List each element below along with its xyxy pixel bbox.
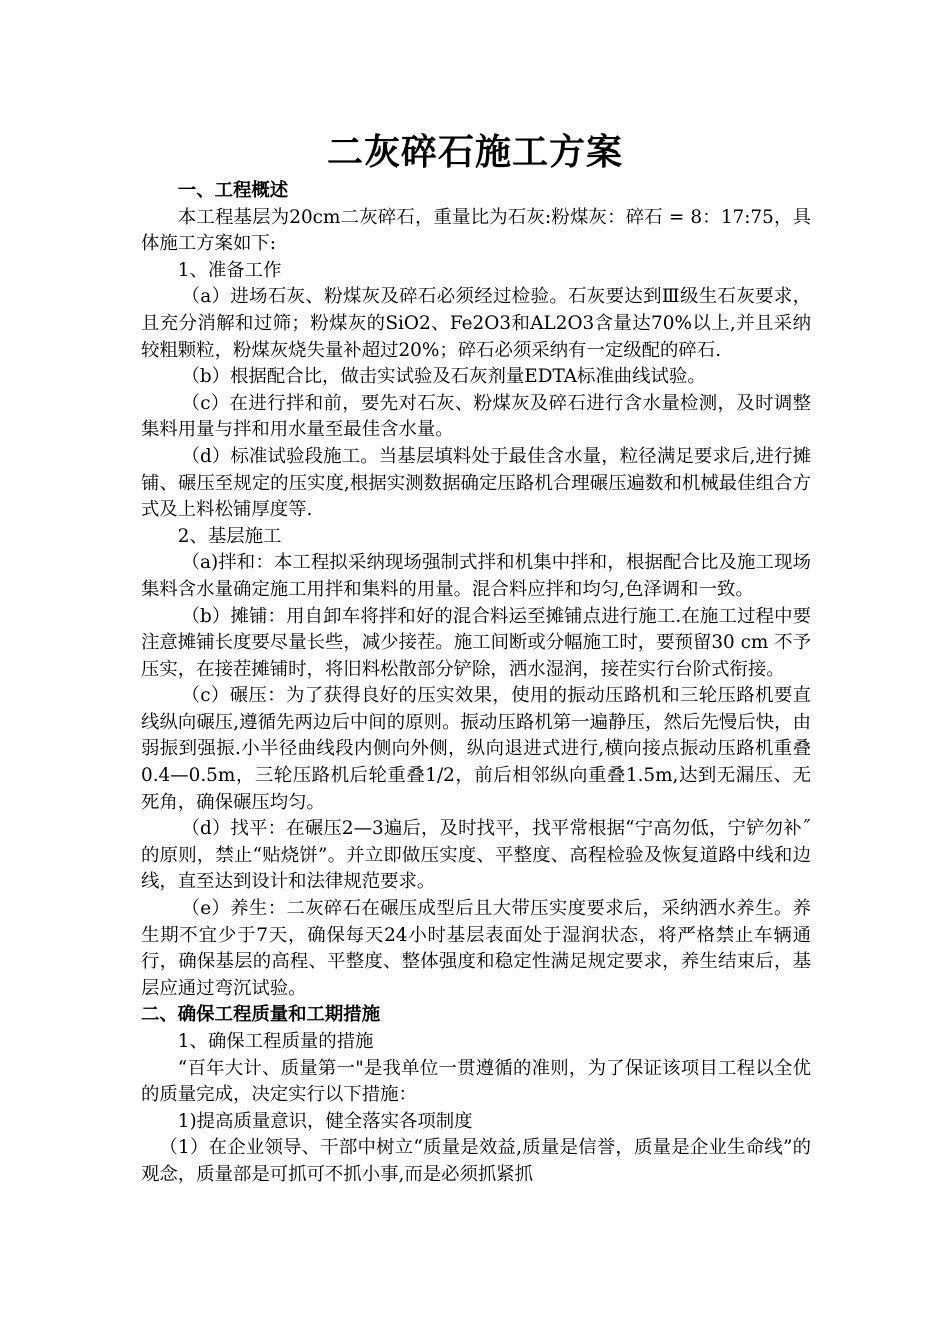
- paragraph: 1、确保工程质量的措施: [177, 1031, 374, 1052]
- paragraph: （1）在企业领导、干部中树立“质量是效益,质量是信誉，质量是企业生命线”的观念，质量部是可抓可不抓小事,而是必须抓紧抓: [141, 1137, 811, 1185]
- paragraph: （e）养生：二灰碎石在碾压成型后且大带压实度要求后，采纳洒水养生。养生期不宜少于7天，确保每天24小时基层表面处于湿润状态，将严格禁止车辆通行，确保基层的高程、平整度、整体强度和稳定性满足规定要求，养生结束后，基层应通过弯沉试验。: [141, 898, 811, 999]
- paragraph: “百年大计、质量第一"是我单位一贯遵循的准则，为了保证该项目工程以全优的质量完成，决定实行以下措施：: [141, 1057, 811, 1106]
- paragraph: 1、准备工作: [177, 259, 282, 281]
- paragraph: 本工程基层为20cm二灰碎石，重量比为石灰:粉煤灰：碎石 = 8：17:75，具体施工方案如下:: [141, 206, 811, 255]
- document-body: [141, 178, 811, 1189]
- section-heading: 二、确保工程质量和工期措施: [141, 1004, 381, 1026]
- paragraph: （a)拌和：本工程拟采纳现场强制式拌和机集中拌和，根据配合比及施工现场集料含水量确定施工用拌和集料的用量。混合料应拌和均匀,色泽调和一致。: [141, 552, 811, 600]
- paragraph: （b）根据配合比，做击实试验及石灰剂量EDTA标准曲线试验。: [181, 366, 706, 388]
- paragraph: （b）摊铺：用自卸车将拌和好的混合料运至摊铺点进行施工.在施工过程中要注意摊铺长度要尽量长些，减少接茬。施工间断或分幅施工时，要预留30 cm 不予压实，在接茬摊铺时，将旧料松散部分铲除，洒水湿润，接茬实行台阶式衔接。: [141, 605, 811, 680]
- paragraph: （c）碾压：为了获得良好的压实效果，使用的振动压路机和三轮压路机要直线纵向碾压,遵循先两边后中间的原则。振动压路机第一遍静压，然后先慢后快，由弱振到强振.小半径曲线段内侧向外侧，纵向退进式进行,横向接点振动压路机重叠0.4—0.5m，三轮压路机后轮重叠1/2，前后相邻纵向重叠1.5m,达到无漏压、无死角，确保碾压均匀。: [141, 685, 811, 813]
- document-title: 二灰碎石施工方案: [326, 131, 623, 173]
- paragraph: 2、基层施工: [177, 525, 282, 547]
- paragraph: 1)提高质量意识，健全落实各项制度: [177, 1110, 473, 1132]
- paragraph: （d）找平：在碾压2—3遍后，及时找平，找平常根据“宁高勿低，宁铲勿补˝的原则，禁止“贴烧饼”。并立即做压实度、平整度、高程检验及恢复道路中线和边线，直至达到设计和法律规范要求。: [141, 818, 811, 893]
- section-heading: 一、工程概述: [177, 180, 289, 201]
- paragraph: （a）进场石灰、粉煤灰及碎石必须经过检验。石灰要达到Ⅲ级生石灰要求，且充分消解和过筛；粉煤灰的SiO2、Fe2O3和AL2O3含量达70%以上,并且采纳较粗颗粒，粉煤灰烧失量补超过20%；碎石必须采纳有一定级配的碎石.: [141, 286, 811, 361]
- paragraph: （d）标准试验段施工。当基层填料处于最佳含水量，粒径满足要求后,进行摊铺、碾压至规定的压实度,根据实测数据确定压路机合理碾压遍数和机械最佳组合方式及上料松铺厚度等.: [141, 445, 811, 521]
- paragraph: （c）在进行拌和前，要先对石灰、粉煤灰及碎石进行含水量检测，及时调整集料用量与拌和用水量至最佳含水量。: [141, 392, 811, 441]
